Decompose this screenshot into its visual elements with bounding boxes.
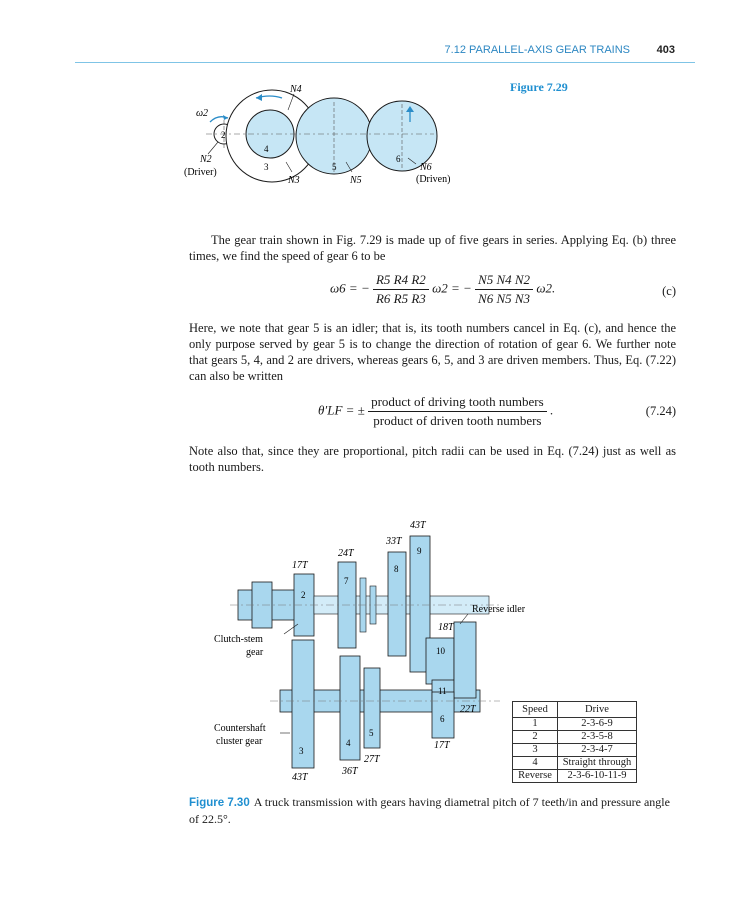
label-gear3: 3 [299,746,304,756]
eq-c-lhs: ω6 = − [330,280,370,296]
equation-7-24-number: (7.24) [645,404,676,418]
table-cell-drive: 2-3-4-7 [558,744,637,757]
table-row [513,731,637,744]
label-gear2: 2 [301,590,306,600]
label-gear8: 8 [394,564,399,574]
label-gear10: 10 [436,646,445,656]
label-17t-top: 17T [292,560,308,571]
label-gear-word: gear [246,647,264,658]
page-number: 403 [656,44,675,56]
running-head: 7.12 PARALLEL-AXIS GEAR TRAINS [444,44,630,56]
label-driven: (Driven) [416,174,451,185]
table-row [513,757,637,770]
label-omega2: ω2 [196,108,209,119]
equation-c-number: (c) [662,284,676,298]
label-gear4: 4 [264,144,269,154]
eq-724-tail: . [549,402,554,418]
label-n3: N3 [288,175,300,186]
label-gear3: 3 [264,162,269,172]
label-reverse-idler: Reverse idler [472,604,526,615]
table-cell-speed: 3 [513,744,558,757]
label-gear6: 6 [440,714,445,724]
table-row [513,718,637,731]
eq-c-frac2-numerator: N5 N4 N2 [475,272,533,290]
label-43t-bottom: 43T [292,772,308,783]
eq-c-tail: ω2. [536,280,556,296]
label-driver: (Driver) [184,167,217,178]
figure-7-30-caption [189,794,676,827]
figure-7-29-label: Figure 7.29 [510,80,568,94]
paragraph-2: Here, we note that gear 5 is an idler; that is, its tooth numbers cancel in Eq. (c), and hence the only purpose served by gear 5 is to change the direction of rotation of gear 6. We further note that gears 5, 4, and 2 are drivers, whereas gears 6, 5, and 3 are driven members. Thus, Eq. (7.22) can also be written [189,321,676,383]
table-row [513,744,637,757]
eq-724-denominator: product of driven tooth numbers [373,413,542,428]
label-n4: N4 [290,84,302,95]
label-18t: 18T [438,622,454,633]
eq-c-frac2-denominator: N6 N5 N3 [478,291,531,306]
label-gear5: 5 [369,728,374,738]
figure-7-29-gear-train [184,82,464,192]
label-22t: 22T [460,704,476,715]
table-cell-speed: 4 [513,757,558,770]
label-27t: 27T [364,754,380,765]
eq-c-frac1-numerator: R5 R4 R2 [373,272,429,290]
label-17t-bottom: 17T [434,740,450,751]
label-43t-top: 43T [410,520,426,531]
label-n6: N6 [420,162,432,173]
eq-c-middle: ω2 = − [432,280,472,296]
label-gear9: 9 [417,546,422,556]
eq-724-lhs: θ′LF = ± [318,402,365,418]
eq-c-fraction-1 [373,272,429,307]
paragraph-1: The gear train shown in Fig. 7.29 is made up of five gears in series. Applying Eq. (b) three times, we find the speed of gear 6 to be [189,233,676,263]
table-cell-drive: 2-3-5-8 [558,731,637,744]
eq-724-fraction [368,394,547,429]
label-n2: N2 [200,154,212,165]
header-rule [75,62,695,63]
label-36t: 36T [342,766,358,777]
table-cell-speed: 2 [513,731,558,744]
eq-c-fraction-2 [475,272,533,307]
figure-7-30-truck-transmission [210,512,526,787]
table-cell-speed: 1 [513,718,558,731]
label-gear4: 4 [346,738,351,748]
figure-7-30-caption-text: A truck transmission with gears having diametral pitch of 7 teeth/in and pressure angle of 22.5°. [189,795,670,826]
label-gear11: 11 [438,686,447,696]
eq-724-numerator: product of driving tooth numbers [368,394,547,412]
paragraph-3: Note also that, since they are proportional, pitch radii can be used in Eq. (7.24) just as well as tooth numbers. [189,444,676,474]
table-header-speed: Speed [513,702,558,718]
label-clutch-stem: Clutch-stem [214,634,263,645]
table-row [513,770,637,783]
gear-10 [426,638,454,684]
table-cell-drive: Straight through [558,757,637,770]
speed-drive-table [512,701,637,783]
label-gear5: 5 [332,162,337,172]
label-countershaft: Countershaft [214,723,266,734]
eq-c-frac1-denominator: R6 R5 R3 [375,291,426,306]
equation-c [330,272,555,307]
table-cell-drive: 2-3-6-9 [558,718,637,731]
label-cluster-gear: cluster gear [216,736,263,747]
equation-7-24 [318,394,553,429]
label-gear6: 6 [396,154,401,164]
label-33t: 33T [386,536,402,547]
table-cell-speed: Reverse [513,770,558,783]
label-n5: N5 [350,175,362,186]
figure-7-30-caption-label: Figure 7.30 [189,797,250,809]
table-header-drive: Drive [558,702,637,718]
label-gear7: 7 [344,576,349,586]
label-gear2: 2 [221,130,226,140]
table-cell-drive: 2-3-6-10-11-9 [558,770,637,783]
label-24t: 24T [338,548,354,559]
